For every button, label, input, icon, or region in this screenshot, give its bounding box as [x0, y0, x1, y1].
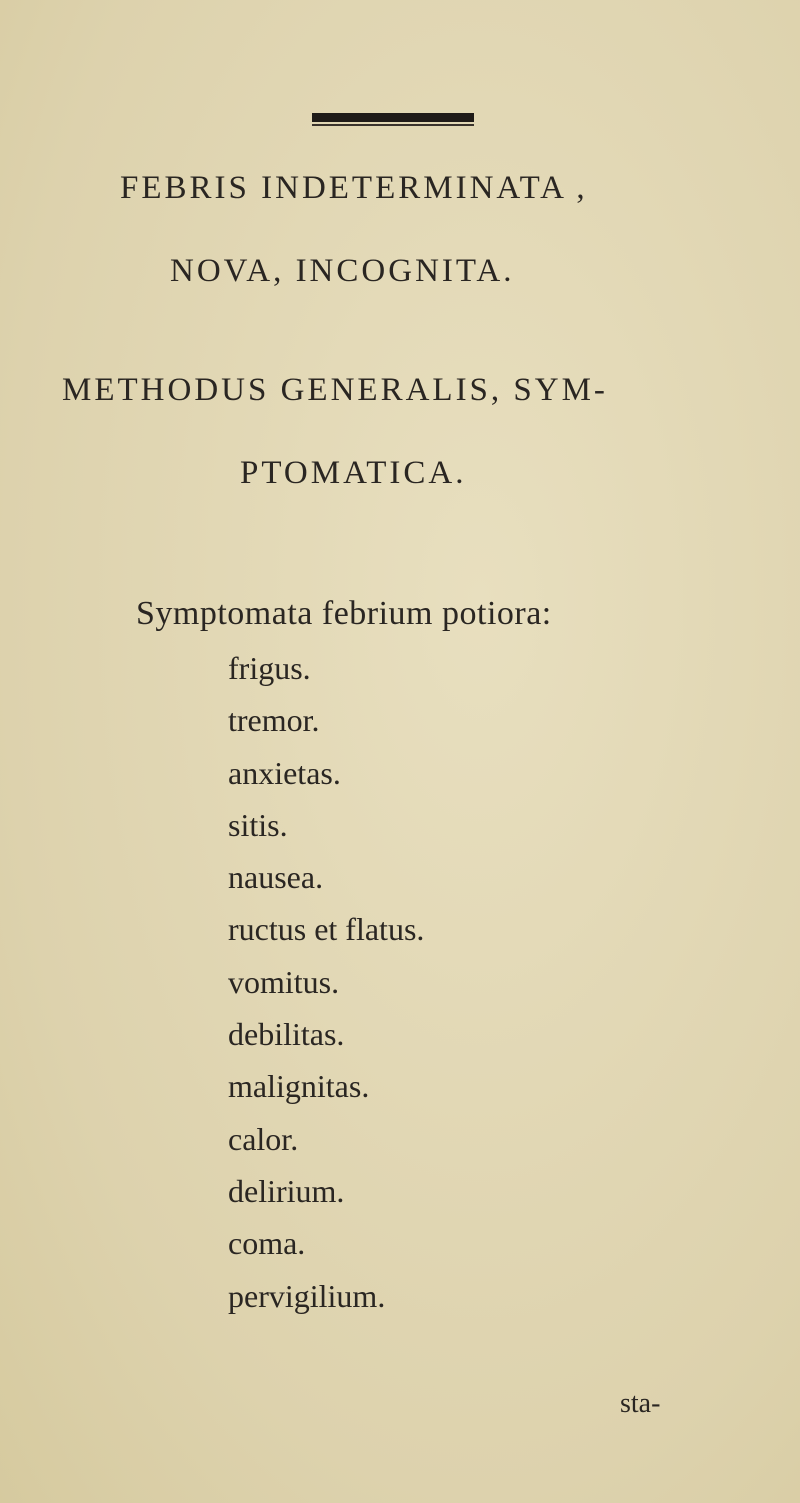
list-item: nausea.	[228, 859, 324, 896]
catchword: sta-	[620, 1388, 661, 1419]
header-rule	[312, 124, 474, 126]
list-item: pervigilium.	[228, 1277, 386, 1314]
list-item: vomitus.	[228, 963, 340, 1000]
list-item: delirium.	[228, 1172, 345, 1209]
list-item: coma.	[228, 1225, 306, 1262]
list-item: anxietas.	[228, 754, 341, 791]
symptoms-intro: Symptomata febrium potiora:	[136, 595, 552, 632]
list-item: ructus et flatus.	[228, 911, 425, 948]
title-line-2: NOVA, INCOGNITA.	[170, 253, 515, 289]
symptom-list	[228, 642, 424, 1322]
subtitle-line-2: PTOMATICA.	[240, 455, 467, 491]
subtitle-line-1: METHODUS GENERALIS, SYM-	[62, 372, 608, 408]
list-item: tremor.	[228, 702, 320, 739]
list-item: sitis.	[228, 806, 288, 843]
list-item: debilitas.	[228, 1016, 345, 1053]
title-line-1: FEBRIS INDETERMINATA ,	[120, 170, 588, 206]
header-ornament	[312, 113, 474, 122]
list-item: calor.	[228, 1120, 299, 1157]
list-item: malignitas.	[228, 1068, 370, 1105]
list-item: frigus.	[228, 650, 311, 686]
